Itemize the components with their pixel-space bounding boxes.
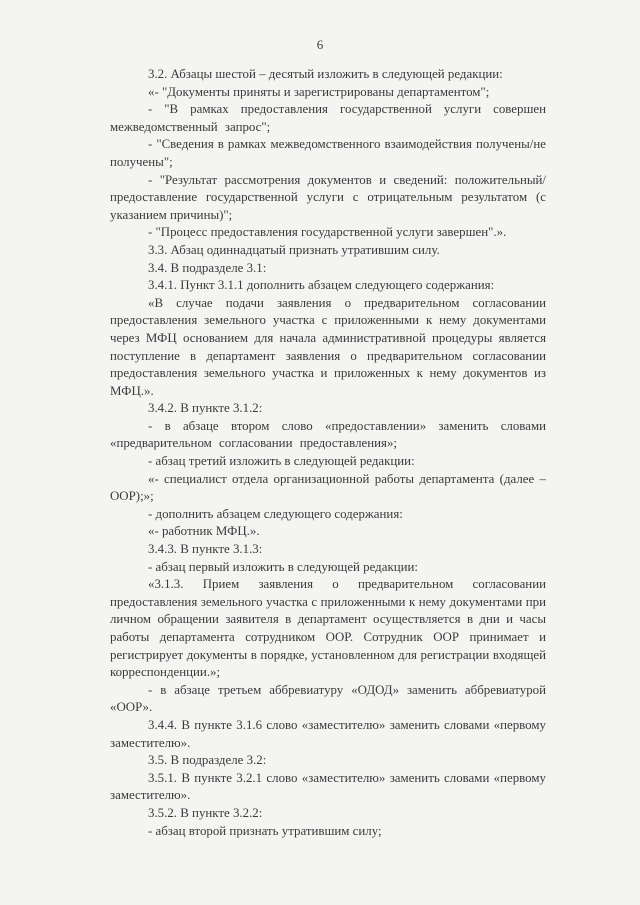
page-number: 6 <box>316 37 324 52</box>
paragraph: «- специалист отдела организационной работы департамента (далее – ООР);»; <box>110 471 546 504</box>
paragraph: - "Процесс предоставления государственной услуги завершен".». <box>148 225 507 240</box>
document-body <box>110 66 546 840</box>
paragraph: 3.4.1. Пункт 3.1.1 дополнить абзацем следующего содержания: <box>148 278 495 293</box>
paragraph: 3.4. В подразделе 3.1: <box>148 260 267 275</box>
paragraph: 3.5. В подразделе 3.2: <box>148 753 267 768</box>
paragraph: 3.4.2. В пункте 3.1.2: <box>148 401 263 416</box>
paragraph: «3.1.3. Прием заявления о предварительном согласовании предоставления земельного участка с приложенными к нему документами при личном обращении заявителя в департамент осуществляется в дни и часы работы департамента сотрудником ООР. Сотрудник ООР принимает и регистрирует документы в порядке, установленном для регистрации входящей корреспонденции.»; <box>110 577 546 680</box>
paragraph: 3.5.1. В пункте 3.2.1 слово «заместителю» заменить словами «первому заместителю». <box>110 770 546 803</box>
paragraph: - в абзаце третьем аббревиатуру «ОДОД» заменить аббревиатурой «ООР». <box>110 682 546 715</box>
paragraph: «- работник МФЦ.». <box>148 524 260 539</box>
paragraph: - абзац третий изложить в следующей редакции: <box>148 454 415 469</box>
paragraph: 3.4.3. В пункте 3.1.3: <box>148 542 263 557</box>
paragraph: - "Сведения в рамках межведомственного взаимодействия получены/не получены"; <box>110 137 546 169</box>
paragraph: - абзац первый изложить в следующей редакции: <box>148 559 418 574</box>
paragraph: «В случае подачи заявления о предварительном согласовании предоставления земельного участка с приложенными к нему документами через МФЦ основанием для начала административной процедуры является поступление в департамент заявления о предварительном согласовании предоставления земельного участка и приложенных к нему документов из МФЦ.». <box>110 295 546 398</box>
paragraph: - "В рамках предоставления государственной услуги совершен межведомственный запрос"; <box>110 102 546 134</box>
paragraph: 3.4.4. В пункте 3.1.6 слово «заместителю» заменить словами «первому заместителю». <box>110 717 546 750</box>
paragraph: - абзац второй признать утратившим силу; <box>148 823 382 838</box>
paragraph: 3.2. Абзацы шестой – десятый изложить в следующей редакции: <box>148 67 503 81</box>
paragraph: - дополнить абзацем следующего содержания: <box>148 506 403 521</box>
paragraph: 3.3. Абзац одиннадцатый признать утратившим силу. <box>148 242 440 257</box>
paragraph: 3.5.2. В пункте 3.2.2: <box>148 805 263 820</box>
paragraph: - в абзаце втором слово «предоставлении» заменить словами «предварительном согласовании предоставления»; <box>110 418 546 451</box>
paragraph: «- "Документы приняты и зарегистрированы департаментом"; <box>148 84 490 99</box>
paragraph: - "Результат рассмотрения документов и сведений: положительный/предоставление государственной услуги с отрицательным результатом (с указанием причины)"; <box>110 172 546 222</box>
